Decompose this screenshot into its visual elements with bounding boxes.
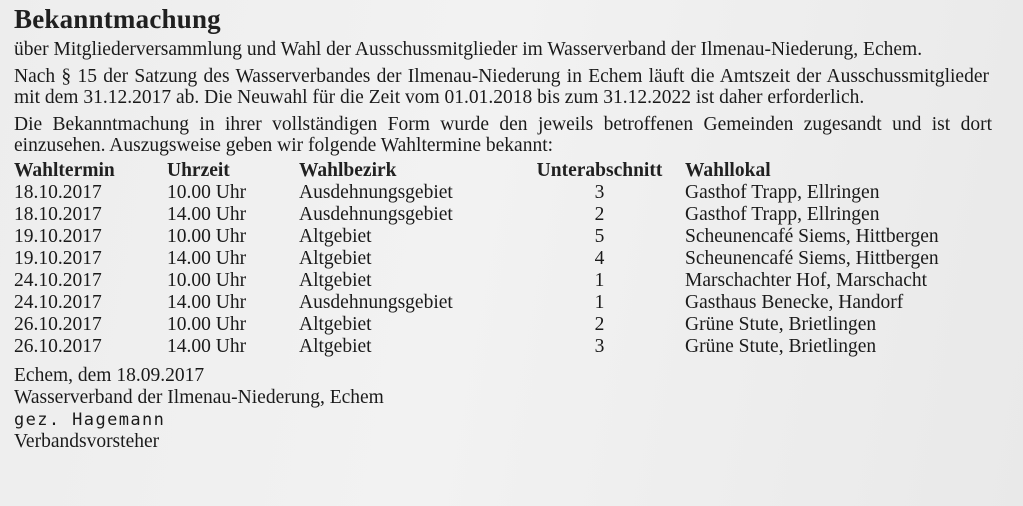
row-time: 10.00 Uhr	[167, 270, 247, 291]
row-subsection: 1	[594, 292, 605, 313]
schedule-body	[14, 182, 1005, 358]
notice-publication-paragraph: Die Bekanntmachung in ihrer vollständigen Form wurde den jeweils betroffenen Gemeinden zugesandt und ist dort einzusehen. Auszugsweise geben wir folgende Wahltermine bekannt:	[14, 114, 992, 156]
row-date: 24.10.2017	[14, 292, 102, 313]
table-row	[14, 204, 1005, 226]
row-time: 10.00 Uhr	[167, 314, 247, 335]
row-district: Altgebiet	[299, 270, 372, 291]
row-time: 14.00 Uhr	[167, 292, 247, 313]
row-time: 14.00 Uhr	[167, 336, 247, 357]
row-time: 10.00 Uhr	[167, 182, 247, 203]
header-date: Wahltermin	[14, 160, 115, 181]
notice-term-paragraph: Nach § 15 der Satzung des Wasserverbandes der Ilmenau-Niederung in Echem läuft die Amtszeit der Ausschussmitglieder mit dem 31.12.2017 ab. Die Neuwahl für die Zeit vom 01.01.2018 bis zum 31.12.2022 ist daher erforderlich.	[14, 66, 989, 108]
table-row	[14, 292, 1005, 314]
row-date: 19.10.2017	[14, 248, 102, 269]
notice-intro: über Mitgliederversammlung und Wahl der Ausschussmitglieder im Wasserverband der Ilmenau-Niederung, Echem.	[14, 39, 923, 60]
signatory-role: Verbandsvorsteher	[14, 431, 160, 452]
row-subsection: 3	[594, 336, 605, 357]
row-time: 14.00 Uhr	[167, 204, 247, 225]
row-district: Ausdehnungsgebiet	[299, 182, 453, 203]
row-district: Altgebiet	[299, 336, 372, 357]
row-location: Gasthof Trapp, Ellringen	[685, 204, 880, 225]
table-row	[14, 336, 1005, 358]
row-location: Marschachter Hof, Marschacht	[685, 270, 928, 291]
notice-title: Bekanntmachung	[14, 4, 221, 34]
row-location: Gasthaus Benecke, Handorf	[685, 292, 904, 313]
table-row	[14, 182, 1005, 204]
row-date: 18.10.2017	[14, 204, 102, 225]
row-time: 14.00 Uhr	[167, 248, 247, 269]
table-row	[14, 226, 1005, 248]
table-row	[14, 248, 1005, 270]
row-date: 26.10.2017	[14, 336, 102, 357]
row-district: Altgebiet	[299, 314, 372, 335]
row-district: Altgebiet	[299, 226, 372, 247]
organization-name: Wasserverband der Ilmenau-Niederung, Echem	[14, 387, 384, 408]
table-row	[14, 270, 1005, 292]
row-location: Gasthof Trapp, Ellringen	[685, 182, 880, 203]
table-row	[14, 314, 1005, 336]
row-district: Ausdehnungsgebiet	[299, 204, 453, 225]
row-district: Ausdehnungsgebiet	[299, 292, 453, 313]
row-time: 10.00 Uhr	[167, 226, 247, 247]
row-subsection: 4	[594, 248, 605, 269]
row-date: 19.10.2017	[14, 226, 102, 247]
header-location: Wahllokal	[685, 160, 771, 181]
place-date: Echem, dem 18.09.2017	[14, 365, 205, 386]
header-district: Wahlbezirk	[299, 160, 397, 181]
row-subsection: 3	[594, 182, 605, 203]
header-time: Uhrzeit	[167, 160, 230, 181]
row-date: 26.10.2017	[14, 314, 102, 335]
row-date: 18.10.2017	[14, 182, 102, 203]
row-subsection: 5	[594, 226, 605, 247]
row-subsection: 1	[594, 270, 605, 291]
row-location: Grüne Stute, Brietlingen	[685, 314, 877, 335]
notice-footer	[14, 365, 1014, 453]
notice-document	[14, 4, 1014, 453]
header-subsection: Unterabschnitt	[536, 160, 663, 181]
row-subsection: 2	[594, 314, 605, 335]
row-subsection: 2	[594, 204, 605, 225]
row-location: Scheunencafé Siems, Hittbergen	[685, 248, 939, 269]
row-date: 24.10.2017	[14, 270, 102, 291]
schedule-header-row	[14, 160, 1005, 182]
election-schedule-table	[14, 160, 1005, 358]
signature-line: gez. Hagemann	[14, 410, 166, 430]
row-location: Scheunencafé Siems, Hittbergen	[685, 226, 939, 247]
row-location: Grüne Stute, Brietlingen	[685, 336, 877, 357]
row-district: Altgebiet	[299, 248, 372, 269]
